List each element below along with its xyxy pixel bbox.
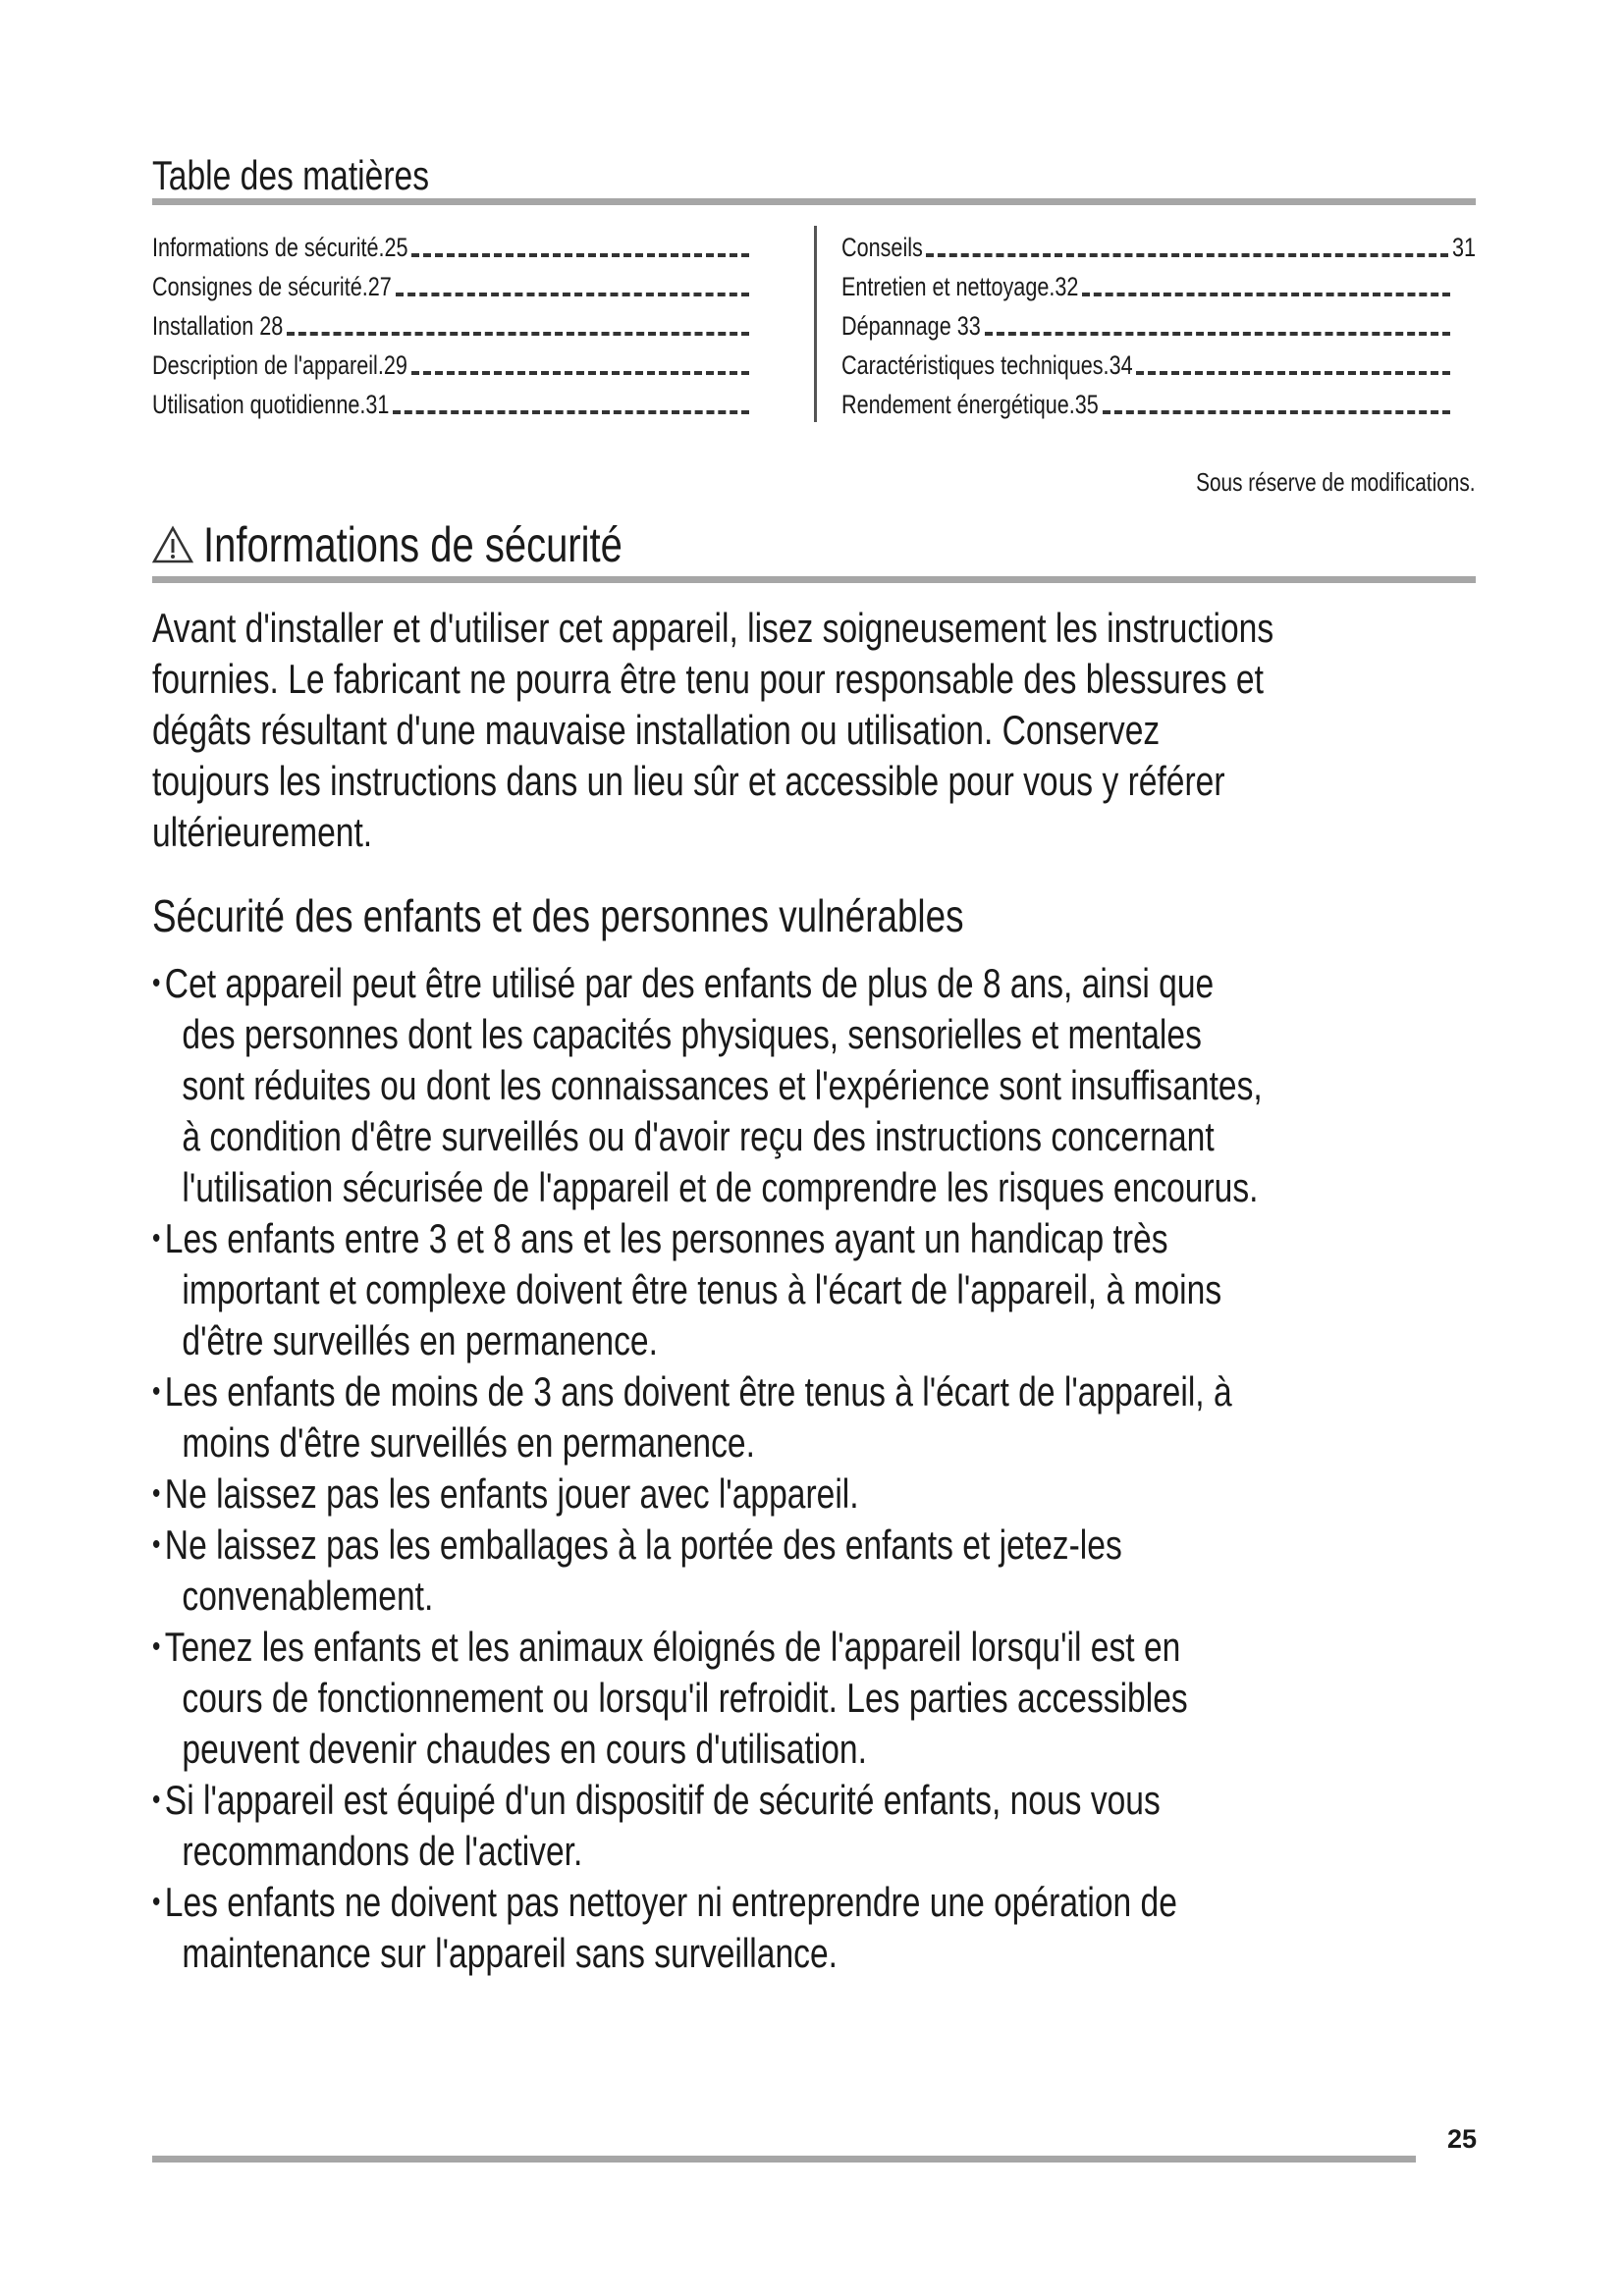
toc-entry[interactable] <box>152 263 753 302</box>
toc-divider <box>814 226 817 422</box>
toc-leader <box>926 253 1448 257</box>
toc-leader <box>1082 293 1450 296</box>
bullet-dot-icon: • <box>152 1477 161 1510</box>
bullet-line: Les enfants de moins de 3 ans doivent être tenus à l'écart de l'appareil, à <box>164 1368 1232 1415</box>
bullet-line: d'être surveillés en permanence. <box>182 1317 658 1363</box>
bullet-dot-icon: • <box>152 967 161 999</box>
section-rule <box>152 576 1476 583</box>
toc-leader <box>411 371 749 375</box>
toc-entry-page: 34 <box>1109 350 1133 380</box>
toc-entry-label-text: Installation <box>152 311 254 341</box>
bullet-dot-icon: • <box>152 1222 161 1255</box>
toc-entry-label-text: Dépannage <box>841 311 951 341</box>
bullet-item <box>152 1366 1263 1468</box>
toc-entry-label <box>152 311 283 342</box>
toc-entry-label: Consignes de sécurité.27 <box>152 272 392 301</box>
toc-entry-label: Informations de sécurité.25 <box>152 233 408 262</box>
bullet-line: Tenez les enfants et les animaux éloignés de l'appareil lorsqu'il est en <box>164 1624 1181 1670</box>
intro-line: ultérieurement. <box>152 809 373 855</box>
intro-paragraph <box>152 603 1273 858</box>
subsection-title: Sécurité des enfants et des personnes vulnérables <box>152 890 964 941</box>
footer-rule <box>152 2156 1416 2163</box>
toc-entry-label: Entretien et nettoyage.32 <box>841 272 1079 301</box>
toc-entry-label-text: Entretien et nettoyage <box>841 272 1050 301</box>
toc-leader <box>1103 410 1450 414</box>
section-heading <box>152 516 728 573</box>
bullet-item <box>152 1520 1263 1622</box>
modification-note <box>1126 467 1476 498</box>
toc-entry-label: Rendement énergétique.35 <box>841 390 1099 419</box>
toc-leader <box>985 332 1450 336</box>
bullet-list <box>152 958 1263 1979</box>
bullet-line: moins d'être surveillés en permanence. <box>182 1419 755 1466</box>
toc-entry-label <box>841 311 981 342</box>
toc-title: Table des matières <box>152 152 430 198</box>
toc-left-column <box>152 224 753 420</box>
toc-leader <box>393 410 749 414</box>
bullet-line: l'utilisation sécurisée de l'appareil et de comprendre les risques encourus. <box>182 1164 1259 1210</box>
toc-leader <box>287 332 749 336</box>
toc-entry-page: 28 <box>259 311 284 341</box>
bullet-line: important et complexe doivent être tenus à l'écart de l'appareil, à moins <box>182 1266 1222 1312</box>
bullet-line: maintenance sur l'appareil sans surveillance. <box>182 1930 838 1976</box>
toc-leader <box>411 253 749 257</box>
section-title: Informations de sécurité <box>203 517 623 572</box>
toc-leader <box>1136 371 1450 375</box>
bullet-dot-icon: • <box>152 1630 161 1663</box>
bullet-line: cours de fonctionnement ou lorsqu'il refroidit. Les parties accessibles <box>182 1675 1188 1721</box>
bullet-item <box>152 1213 1263 1366</box>
toc-entry[interactable] <box>841 302 1476 342</box>
toc-entry-label: Description de l'appareil.29 <box>152 350 407 380</box>
bullet-line: Ne laissez pas les enfants jouer avec l'appareil. <box>164 1470 859 1517</box>
toc-entry[interactable] <box>152 302 753 342</box>
toc-entry[interactable] <box>841 342 1476 381</box>
toc-entry-page: 25 <box>384 233 408 262</box>
bullet-line: Ne laissez pas les emballages à la portée des enfants et jetez-les <box>164 1522 1122 1568</box>
bullet-item <box>152 1622 1263 1775</box>
intro-line: fournies. Le fabricant ne pourra être tenu pour responsable des blessures et <box>152 656 1264 702</box>
note-text: Sous réserve de modifications. <box>1196 467 1476 497</box>
toc-entry-label-text: Description de l'appareil <box>152 350 378 380</box>
toc-entry[interactable] <box>841 381 1476 420</box>
toc-entry-page: 33 <box>956 311 981 341</box>
toc-entry[interactable] <box>841 263 1476 302</box>
toc-right-column <box>841 224 1476 420</box>
toc-entry[interactable] <box>841 224 1476 263</box>
toc-entry-page: 29 <box>383 350 407 380</box>
toc-rule <box>152 198 1476 205</box>
bullet-dot-icon: • <box>152 1886 161 1918</box>
toc-entry-label-text: Caractéristiques techniques <box>841 350 1104 380</box>
intro-line: toujours les instructions dans un lieu sûr et accessible pour vous y référer <box>152 758 1225 804</box>
toc-entry-page: 31 <box>365 390 390 419</box>
toc-entry-page: 27 <box>367 272 392 301</box>
intro-line: Avant d'installer et d'utiliser cet appareil, lisez soigneusement les instructions <box>152 605 1274 651</box>
toc-entry-label: Caractéristiques techniques.34 <box>841 350 1133 380</box>
bullet-line: des personnes dont les capacités physiques, sensorielles et mentales <box>182 1011 1202 1057</box>
toc-entry-label-text: Consignes de sécurité <box>152 272 362 301</box>
bullet-item <box>152 958 1263 1213</box>
bullet-item <box>152 1877 1263 1979</box>
toc-entry-page: 32 <box>1055 272 1079 301</box>
bullet-dot-icon: • <box>152 1528 161 1561</box>
bullet-line: recommandons de l'activer. <box>182 1828 583 1874</box>
bullet-line: Cet appareil peut être utilisé par des enfants de plus de 8 ans, ainsi que <box>164 960 1215 1006</box>
bullet-item <box>152 1775 1263 1877</box>
bullet-dot-icon: • <box>152 1784 161 1816</box>
bullet-line: convenablement. <box>182 1573 434 1619</box>
bullet-line: Les enfants ne doivent pas nettoyer ni entreprendre une opération de <box>164 1879 1177 1925</box>
toc-entry-label: Conseils <box>841 233 923 262</box>
intro-line: dégâts résultant d'une mauvaise installation ou utilisation. Conservez <box>152 707 1161 753</box>
toc-entry-page: 35 <box>1074 390 1099 419</box>
bullet-line: à condition d'être surveillés ou d'avoir reçu des instructions concernant <box>182 1113 1215 1159</box>
toc-entry[interactable] <box>152 342 753 381</box>
warning-triangle-icon <box>152 525 193 564</box>
toc-entry-label: Utilisation quotidienne.31 <box>152 390 390 419</box>
bullet-item <box>152 1468 1263 1520</box>
bullet-line: Si l'appareil est équipé d'un dispositif de sécurité enfants, nous vous <box>164 1777 1161 1823</box>
toc-leader <box>396 293 750 296</box>
toc-entry[interactable] <box>152 381 753 420</box>
bullet-line: sont réduites ou dont les connaissances et l'expérience sont insuffisantes, <box>182 1062 1263 1108</box>
bullet-line: peuvent devenir chaudes en cours d'utilisation. <box>182 1726 867 1772</box>
toc-entry-label-text: Utilisation quotidienne <box>152 390 360 419</box>
toc-entry-label-text: Informations de sécurité <box>152 233 379 262</box>
toc-entry-page: 31 <box>1451 233 1476 262</box>
bullet-line: Les enfants entre 3 et 8 ans et les personnes ayant un handicap très <box>164 1215 1168 1261</box>
bullet-dot-icon: • <box>152 1375 161 1408</box>
page-number: 25 <box>1447 2124 1478 2154</box>
toc-entry[interactable] <box>152 224 753 263</box>
toc-entry-label-text: Rendement énergétique <box>841 390 1069 419</box>
